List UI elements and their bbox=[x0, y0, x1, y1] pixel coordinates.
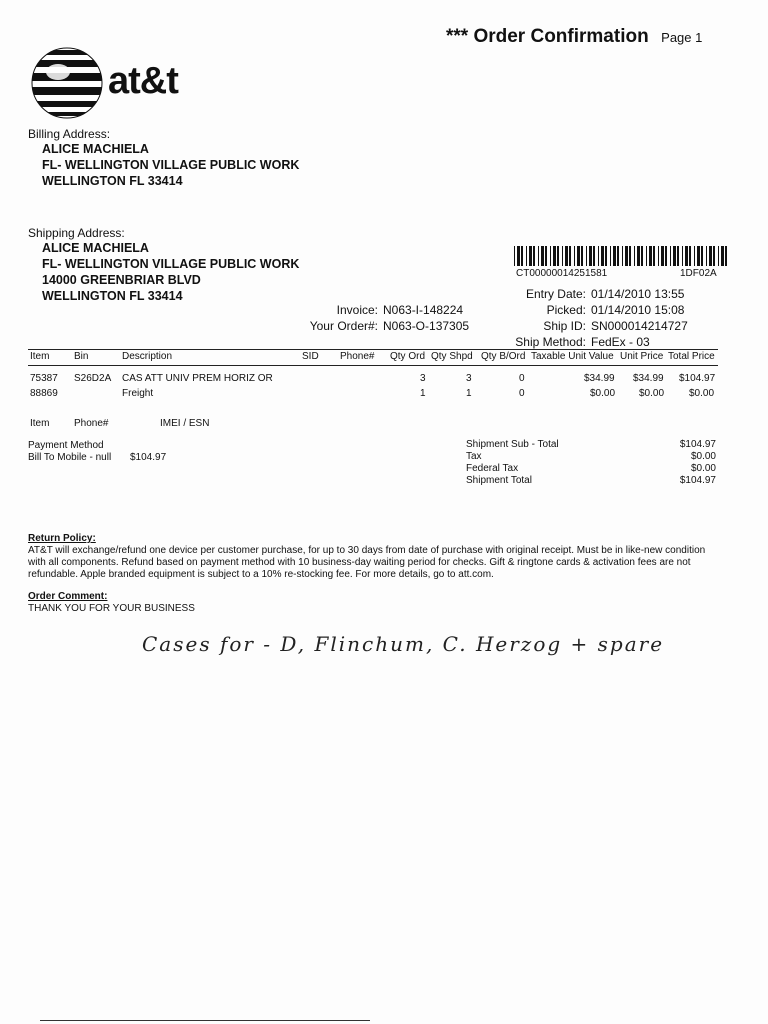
col-bin: Bin bbox=[74, 351, 89, 362]
ship-method-value: FedEx - 03 bbox=[591, 335, 650, 349]
document-header bbox=[446, 26, 702, 48]
table-row bbox=[28, 388, 718, 402]
ship-method-label: Ship Method: bbox=[515, 335, 586, 349]
entry-date-label: Entry Date: bbox=[525, 287, 586, 301]
imei-header bbox=[28, 418, 328, 432]
picked-label: Picked: bbox=[546, 303, 586, 317]
brand-wordmark: at&t bbox=[108, 60, 178, 102]
handwritten-note: Cases for - D, Flinchum, C. Herzog + spare bbox=[142, 632, 665, 656]
col-sid: SID bbox=[302, 351, 319, 362]
invoice-value: N063-I-148224 bbox=[383, 303, 464, 317]
payment-method-label: Payment Method bbox=[28, 440, 104, 451]
footer-rule bbox=[40, 1020, 370, 1021]
imei-col-item: Item bbox=[30, 418, 50, 429]
cell-item: 88869 bbox=[30, 388, 58, 399]
page-title: *** Order Confirmation bbox=[446, 26, 649, 47]
cell-description: Freight bbox=[122, 388, 154, 399]
billing-label: Billing Address: bbox=[28, 127, 111, 141]
billing-line: WELLINGTON FL 33414 bbox=[42, 174, 183, 188]
page-number: Page 1 bbox=[661, 30, 703, 45]
barcode-ref: 1DF02A bbox=[680, 268, 717, 279]
cell-qty-shpd: 3 bbox=[466, 373, 472, 384]
payment-method-value: Bill To Mobile - null bbox=[28, 452, 112, 463]
att-globe-logo bbox=[30, 46, 104, 120]
billing-address bbox=[28, 127, 299, 189]
shipping-line: WELLINGTON FL 33414 bbox=[42, 289, 183, 303]
cell-total-price: $104.97 bbox=[679, 373, 716, 384]
cell-unit-price: $34.99 bbox=[633, 373, 664, 384]
totals-block bbox=[466, 439, 716, 487]
cell-description: CAS ATT UNIV PREM HORIZ OR bbox=[122, 373, 273, 384]
imei-col-phone: Phone# bbox=[74, 418, 109, 429]
table-row bbox=[28, 373, 718, 387]
cell-taxable: $0.00 bbox=[590, 388, 616, 399]
barcode bbox=[514, 246, 728, 266]
cell-qty-shpd: 1 bbox=[466, 388, 472, 399]
invoice-info bbox=[278, 302, 469, 334]
col-taxable-unit-value: Taxable Unit Value bbox=[531, 351, 614, 362]
ship-id-label: Ship ID: bbox=[543, 319, 586, 333]
totals-value: $0.00 bbox=[690, 463, 716, 474]
cell-unit-price: $0.00 bbox=[639, 388, 665, 399]
totals-value: $104.97 bbox=[679, 439, 716, 450]
col-total-price: Total Price bbox=[668, 351, 715, 362]
shipping-line: ALICE MACHIELA bbox=[42, 241, 149, 255]
order-comment bbox=[28, 591, 195, 615]
shipping-address bbox=[28, 226, 299, 304]
your-order-label: Your Order#: bbox=[309, 319, 378, 333]
cell-qty-ord: 1 bbox=[420, 388, 426, 399]
items-table-header bbox=[28, 349, 718, 366]
totals-value: $0.00 bbox=[690, 451, 716, 462]
col-description: Description bbox=[122, 351, 173, 362]
barcode-number: CT00000014251581 bbox=[516, 268, 608, 279]
totals-row bbox=[466, 475, 716, 487]
totals-label: Tax bbox=[466, 451, 482, 462]
cell-total-price: $0.00 bbox=[689, 388, 715, 399]
return-policy-text: AT&T will exchange/refund one device per customer purchase, for up to 30 days from date of purchase with original receipt. Must be in like-new condition with all components. Refund based on payment method with 10 business-day waiting period for checks. Gift & ringtone cards & activation fees are not refundable. Apple branded equipment is subject to a 10% re-stocking fee. For more details, go to att.com. bbox=[28, 545, 706, 580]
cell-qty-bord: 0 bbox=[519, 373, 525, 384]
return-policy bbox=[28, 533, 723, 581]
billing-line: ALICE MACHIELA bbox=[42, 142, 149, 156]
col-unit-price: Unit Price bbox=[620, 351, 664, 362]
totals-label: Shipment Sub - Total bbox=[466, 439, 559, 450]
return-policy-heading: Return Policy: bbox=[28, 533, 96, 544]
cell-qty-bord: 0 bbox=[519, 388, 525, 399]
ship-id-value: SN000014214727 bbox=[591, 319, 688, 333]
imei-col-imei: IMEI / ESN bbox=[160, 418, 210, 429]
totals-value: $104.97 bbox=[679, 475, 716, 486]
shipping-label: Shipping Address: bbox=[28, 226, 125, 240]
order-comment-heading: Order Comment: bbox=[28, 591, 108, 602]
entry-date-value: 01/14/2010 13:55 bbox=[591, 287, 685, 301]
totals-row bbox=[466, 451, 716, 463]
totals-label: Shipment Total bbox=[466, 475, 532, 486]
col-phone: Phone# bbox=[340, 351, 375, 362]
order-info bbox=[486, 286, 688, 350]
picked-value: 01/14/2010 15:08 bbox=[591, 303, 685, 317]
col-qty-ord: Qty Ord bbox=[390, 351, 426, 362]
cell-qty-ord: 3 bbox=[420, 373, 426, 384]
totals-label: Federal Tax bbox=[466, 463, 519, 474]
col-qty-bord: Qty B/Ord bbox=[481, 351, 526, 362]
cell-taxable: $34.99 bbox=[584, 373, 615, 384]
cell-bin: S26D2A bbox=[74, 373, 112, 384]
billing-line: FL- WELLINGTON VILLAGE PUBLIC WORK bbox=[42, 158, 300, 172]
totals-row bbox=[466, 463, 716, 475]
your-order-value: N063-O-137305 bbox=[383, 319, 470, 333]
shipping-line: FL- WELLINGTON VILLAGE PUBLIC WORK bbox=[42, 257, 300, 271]
totals-row bbox=[466, 439, 716, 451]
col-qty-shpd: Qty Shpd bbox=[431, 351, 473, 362]
cell-item: 75387 bbox=[30, 373, 58, 384]
invoice-label: Invoice: bbox=[336, 303, 378, 317]
order-comment-text: THANK YOU FOR YOUR BUSINESS bbox=[28, 603, 195, 614]
shipping-line: 14000 GREENBRIAR BLVD bbox=[42, 273, 201, 287]
payment-amount: $104.97 bbox=[130, 452, 167, 463]
col-item: Item bbox=[30, 351, 50, 362]
